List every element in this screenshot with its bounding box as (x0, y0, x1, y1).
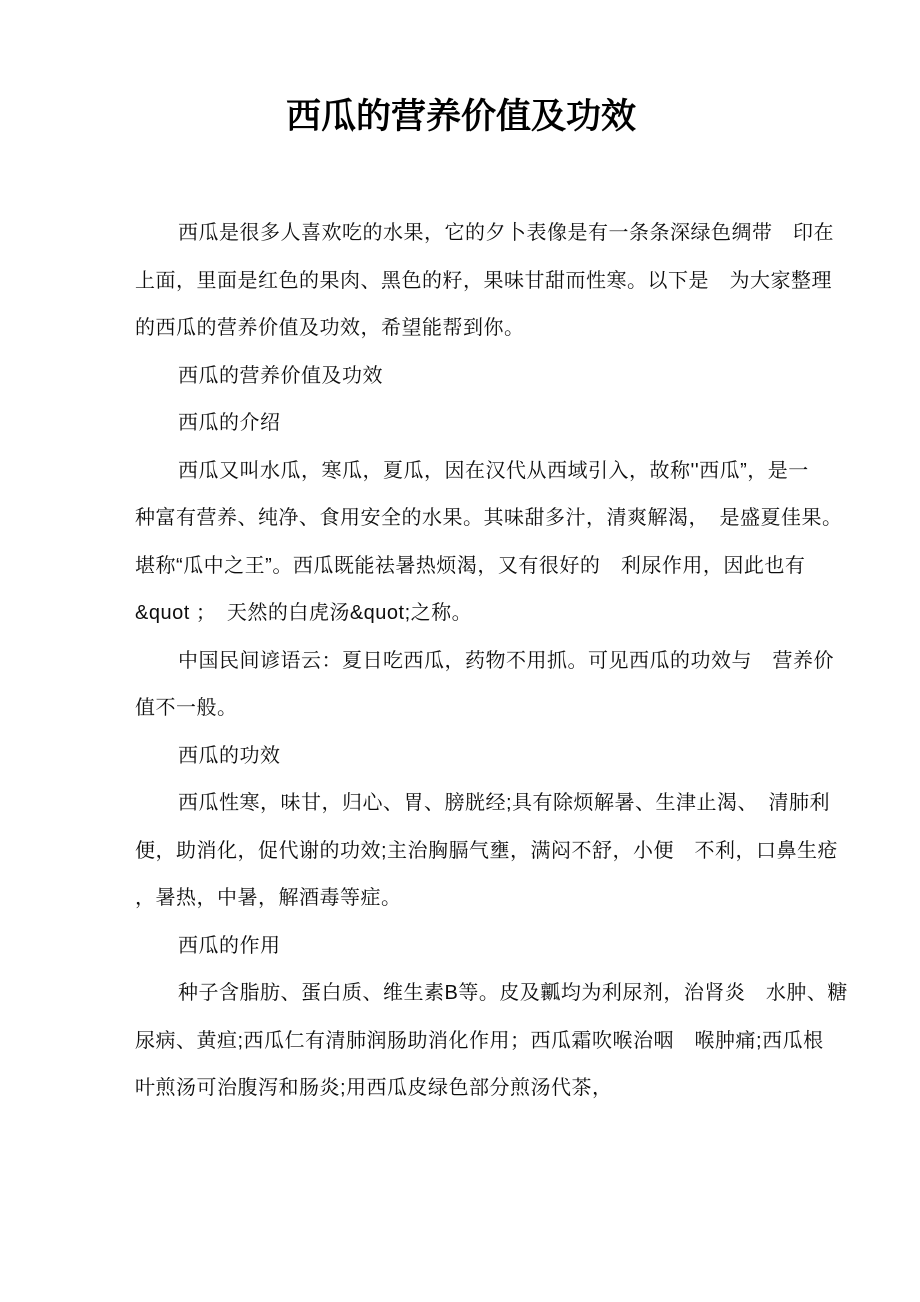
section-heading: 西瓜的营养价值及功效 (178, 364, 383, 387)
paragraph-line: 上面，里面是红色的果肉、黑色的籽，果味甘甜而性寒。以下是 为大家整理 (135, 269, 832, 292)
paragraph-line: 的西瓜的营养价值及功效，希望能帮到你。 (135, 317, 525, 339)
section-heading: 西瓜的介绍 (178, 412, 281, 434)
section-heading: 西瓜的功效 (178, 744, 281, 767)
paragraph-line: 叶煎汤可治腹泻和肠炎;用西瓜皮绿色部分煎汤代茶， (135, 1077, 613, 1099)
paragraph-line: 中国民间谚语云：夏日吃西瓜，药物不用抓。可见西瓜的功效与 营养价 (178, 649, 834, 672)
paragraph-line: 西瓜性寒，味甘，归心、胃、膀胱经;具有除烦解暑、生津止渴、 清肺利 (178, 792, 831, 814)
document-body (135, 210, 848, 1113)
paragraph-line: 尿病、黄疸;西瓜仁有清肺润肠助消化作用；西瓜霜吹喉治咽 喉肿痛;西瓜根 (135, 1029, 824, 1052)
paragraph-line: ，暑热，中暑，解酒毒等症。 (135, 887, 402, 909)
paragraph-line: 便，助消化，促代谢的功效;主治胸膈气壅，满闷不舒，小便 不利，口鼻生疮 (135, 839, 839, 862)
paragraph-line: 堪称“瓜中之王”。西瓜既能祛暑热烦渴，又有很好的 利尿作用，因此也有 (135, 554, 806, 577)
paragraph-line: &quot ； 天然的白虎汤&quot;之称。 (135, 602, 473, 624)
paragraph-line: 种富有营养、纯净、食用安全的水果。其味甜多汁，清爽解渴， 是盛夏佳果。 (135, 507, 843, 529)
paragraph-line: 西瓜是很多人喜欢吃的水果，它的夕卜表像是有一条条深绿色绸带 印在 (178, 222, 834, 244)
paragraph-line: 西瓜又叫水瓜，寒瓜，夏瓜，因在汉代从西域引入，故称''西瓜”，是一 (178, 459, 809, 482)
paragraph-line: 种子含脂肪、蛋白质、维生素B等。皮及瓤均为利尿剂，治肾炎 水肿、糖 (178, 982, 848, 1004)
section-heading: 西瓜的作用 (178, 934, 281, 957)
document-title: 西瓜的营养价值及功效 (285, 97, 636, 136)
paragraph-line: 值不一般。 (135, 697, 238, 719)
